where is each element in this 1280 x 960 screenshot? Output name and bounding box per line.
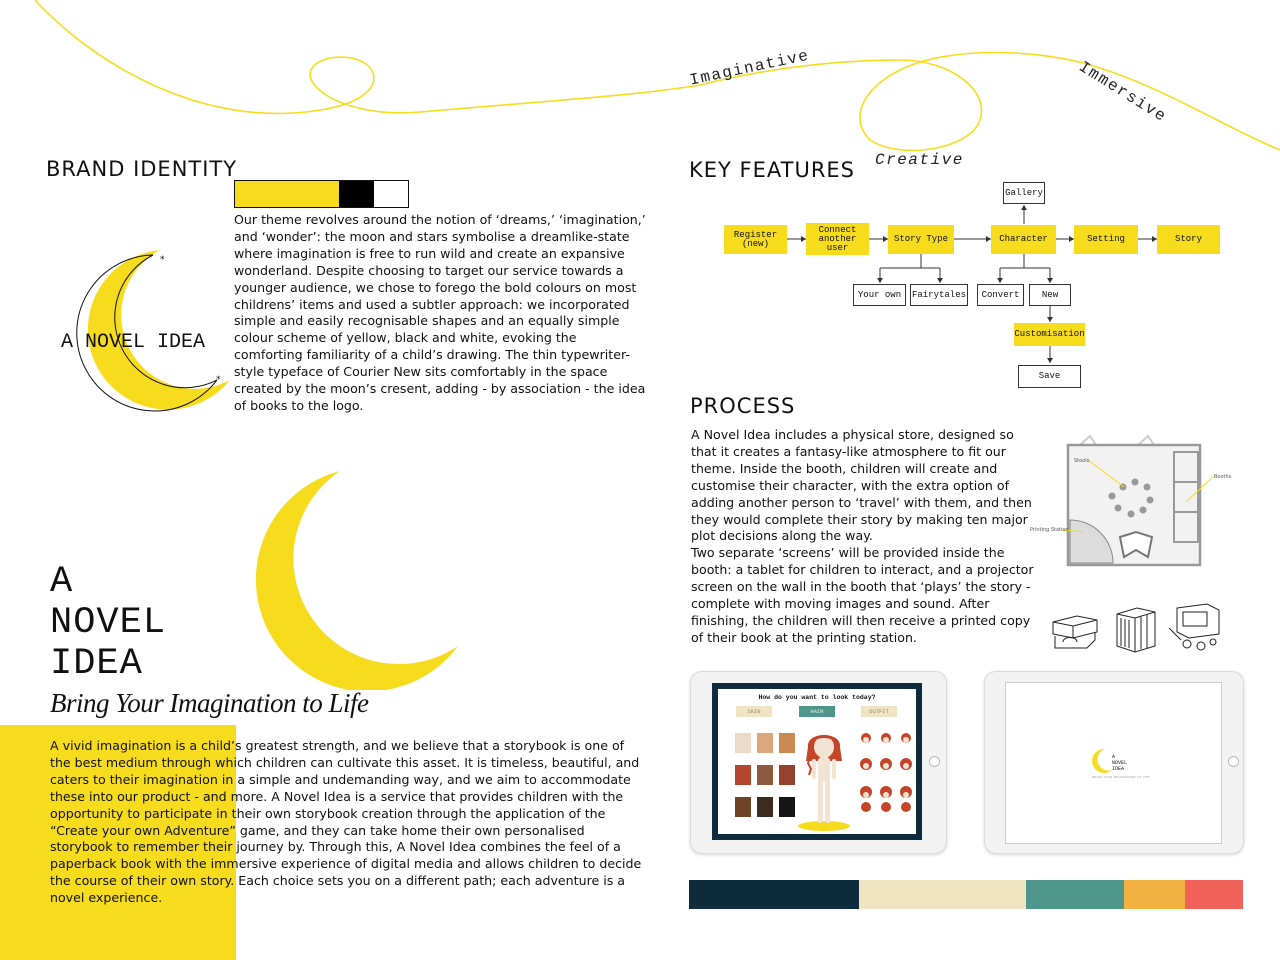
skin-swatch[interactable] — [735, 733, 751, 753]
flow-connect-line2: another — [818, 233, 857, 244]
booth-floorplan — [1028, 432, 1234, 572]
svg-text:*: * — [160, 255, 165, 265]
palette-navy — [689, 880, 859, 909]
flow-customisation: Customisation — [1014, 323, 1085, 346]
splash-logo-moon — [1091, 748, 1113, 774]
imaginative-word: Imaginative — [688, 46, 812, 90]
skin-swatch[interactable] — [757, 797, 773, 817]
palette-cream — [859, 880, 1026, 909]
svg-text:*: * — [216, 375, 221, 385]
hero-tagline: Bring Your Imagination to Life — [50, 688, 369, 718]
tab-skin[interactable]: SKIN — [736, 706, 772, 717]
skin-swatch[interactable] — [735, 765, 751, 785]
flow-connect-user — [806, 223, 869, 255]
brand-logo-text: A NOVEL IDEA — [61, 331, 206, 354]
tab-outfit[interactable]: OUTFIT — [861, 706, 897, 717]
splash-logo-line-1: A — [1112, 754, 1116, 760]
hero-title — [50, 562, 166, 685]
skin-swatch[interactable] — [779, 733, 795, 753]
customiser-screen-inner — [718, 689, 916, 834]
skin-swatch[interactable] — [757, 733, 773, 753]
splash-screen — [1005, 682, 1222, 844]
skin-swatch[interactable] — [757, 765, 773, 785]
process-heading: PROCESS — [690, 394, 796, 418]
splash-subline: BRING YOUR IMAGINATION TO LIFE — [1092, 775, 1150, 779]
floorplan-printing-label: Printing Station — [1030, 527, 1069, 533]
flowchart-connectors — [0, 0, 1280, 400]
splash-logo-text — [1112, 754, 1127, 772]
creative-word: Creative — [875, 151, 964, 169]
character-figure — [796, 727, 852, 832]
flow-register — [724, 225, 787, 254]
flow-setting: Setting — [1074, 225, 1138, 254]
flow-new: New — [1029, 284, 1071, 306]
flow-save: Save — [1018, 365, 1081, 388]
palette-teal — [1026, 880, 1124, 909]
key-features-heading: KEY FEATURES — [689, 158, 856, 182]
tab-hair[interactable]: HAIR — [799, 706, 835, 717]
hero-title-line-1: A — [50, 561, 74, 603]
brand-identity-heading: BRAND IDENTITY — [46, 157, 238, 181]
flow-register-line2: (new) — [741, 238, 769, 249]
flow-connect-line3: user — [826, 242, 849, 253]
flow-story: Story — [1157, 225, 1220, 254]
customiser-screen — [712, 683, 922, 840]
immersive-word: Immersive — [1075, 58, 1170, 127]
booth-sketches — [1047, 600, 1227, 658]
flow-story-type: Story Type — [888, 225, 954, 254]
floorplan-booths-label: Booths — [1214, 474, 1232, 480]
skin-color-grid — [735, 733, 795, 823]
skin-swatch[interactable] — [779, 797, 795, 817]
floorplan-stools-label: Stools — [1074, 458, 1090, 464]
skin-swatch[interactable] — [779, 765, 795, 785]
brand-identity-text: Our theme revolves around the notion of ‘dreams,’ ‘imagination,’ and ‘wonder’: the moon and stars symbolise a dreamlike-state where imagination is free to run wild and create an expansive wonderland. Despite choosing to target our service towards a younger audience, we chose to forego the bold colours on most childrens’ items and used a subtler approach: we incorporated simple and easily recognisable shapes and an equally simple colour scheme of yellow, black and white, evoking the comforting familiarity of a child’s drawing. The thin typewriter-style typeface of Courier New sits comfortably in the space created by the moon’s cresent, adding - by association - the idea of books to the logo. — [234, 212, 646, 413]
tablet-splash-home-button — [1228, 756, 1239, 767]
flow-gallery: Gallery — [1003, 182, 1045, 204]
process-text: A Novel Idea includes a physical store, designed so that it creates a fantasy-like atmosphere to fit our theme. Inside the booth, children will create and customise their character, with the extra option of adding another person to ‘travel’ with them, and then they would complete their story by making ten major plot decisions along the way. Two separate ‘screens’ will be provided inside the booth: a tablet for children to interact, and a projector screen on the wall in the booth that ‘plays’ the story - complete with moving images and sound. After finishing, the children will then receive a printed copy of their book at the printing station. — [691, 427, 1034, 645]
palette-coral — [1185, 880, 1243, 909]
skin-swatch[interactable] — [735, 797, 751, 817]
splash-logo-line-2: NOVEL — [1112, 760, 1128, 766]
flow-register-line1: Register — [733, 229, 778, 240]
color-palette — [689, 880, 1243, 909]
tablet-home-button — [929, 756, 940, 767]
palette-orange — [1124, 880, 1185, 909]
flow-convert: Convert — [977, 284, 1024, 306]
hero-title-line-3: IDEA — [50, 643, 143, 685]
hero-moon — [230, 468, 490, 690]
hero-title-line-2: NOVEL — [50, 602, 167, 644]
customiser-question: How do you want to look today? — [758, 694, 876, 701]
flow-fairytales: Fairytales — [910, 284, 968, 306]
flow-character: Character — [991, 225, 1056, 254]
flow-connect-line1: Connect — [818, 224, 857, 235]
hair-options-grid[interactable] — [858, 729, 914, 817]
flow-your-own: Your own — [853, 284, 906, 306]
hero-description: A vivid imagination is a child’s greatest strength, and we believe that a storybook is one of the best medium through which children can cultivate this asset. It is timeless, beautiful, and caters to their imagination in a simple and undemanding way, and we aim to accommodate these into our product - and more. A Novel Idea is a service that provides children with the opportunity to participate in their own storybook creation through the application of the “Create your own Adventure” game, and they can take home their own personalised storybook to remember their journey by. Through this, A Novel Idea combines the feel of a paperback book with the immersive experience of digital media and allows children to decide the course of their own story. Each choice sets you on a different path; each adventure is a novel experience. — [50, 738, 642, 906]
splash-logo-line-3: IDEA — [1112, 766, 1125, 772]
